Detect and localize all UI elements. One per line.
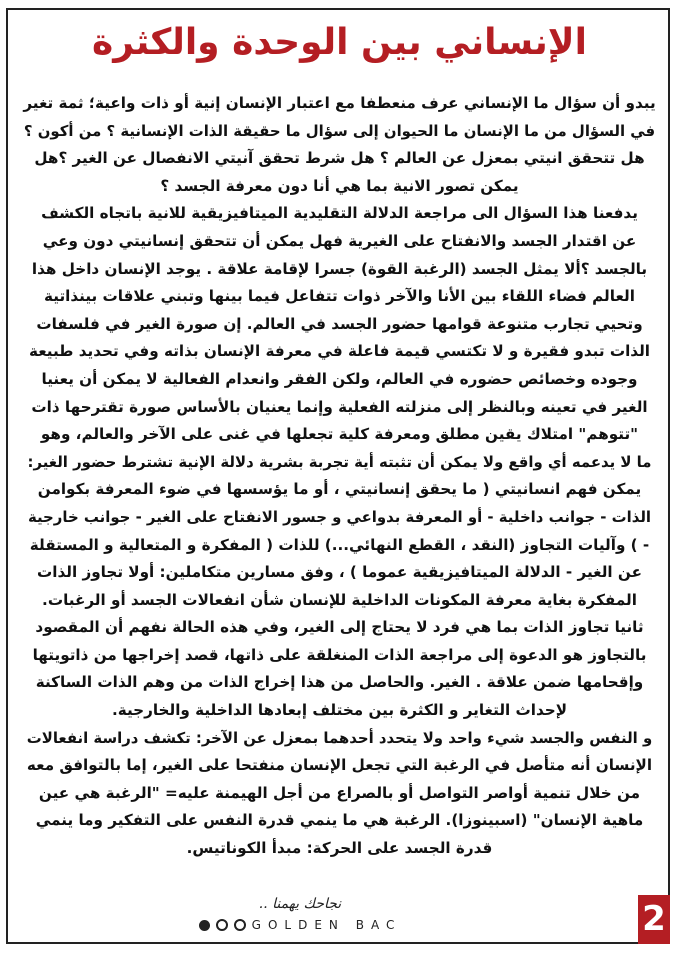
messenger-icon [216, 919, 228, 931]
text-line: الذات تبدو فقيرة و لا تكتسي قيمة فاعلة في معرفة الإنسان بذاته وفي تحديد طبيعة [28, 342, 650, 361]
text-line: - ) وآليات التجاوز (النقد ، القطع النهائي...) للذات ( المفكرة و المتعالية و المستقلة [29, 535, 650, 554]
text-line: وتحيي تجارب متنوعة قوامها حضور الجسد في العالم. إن صورة الغير في فلسفات [36, 314, 643, 333]
page-title: الإنساني بين الوحدة والكثرة [92, 22, 587, 63]
text-line: و النفس والجسد شيء واحد ولا يتحدد أحدهما بمعزل عن الآخر: تكشف دراسة انفعالات [26, 728, 653, 747]
text-line: ما لا يدعمه أي واقع ولا يمكن أن تثبته أية تجربة بشرية دلالة الإنية تشترط حضور الغير: [27, 452, 652, 471]
text-line: "تتوهم" امتلاك يقين مطلق ومعرفة كلية تجعلها في غنى على الآخر والعالم، وهو [40, 425, 639, 444]
text-line: الذات - جوانب داخلية - أو المعرفة بدواعي و جسور الانفتاح على الغير - جوانب خارجية [27, 507, 652, 526]
text-line: عن الغير - الدلالة الميتافيزيقية عموما ) ، وفق مسارين متكاملين: أولا تجاوز الذات [37, 563, 642, 582]
text-line: قدرة الجسد على الحركة: مبدأ الكوناتيس. [186, 839, 493, 858]
page-number: 2 [638, 895, 670, 944]
text-line: وجوده وخصائص حضوره في العالم، ولكن الفقر وانعدام الفعالية لا يمكن أن يعنيا [41, 369, 638, 388]
text-line: عن اقتدار الجسد والانفتاح على الغيرية فهل يمكن أن تتحقق إنسانيتي دون وعي [42, 231, 637, 250]
document-body [22, 90, 657, 863]
facebook-icon [199, 920, 210, 931]
footer [160, 896, 440, 932]
text-line: وإقحامها ضمن علاقة . الغير. والحاصل من هذا إخراج الذات من وهم الذات الساكنة [35, 673, 644, 692]
text-line: بالتجاوز هو الدعوة إلى مراجعة الذات المنغلقة على ذاتها، قصد إخراجها من ذاتويتها [32, 645, 647, 664]
text-line: المفكرة بغاية معرفة المكونات الداخلية للإنسان شأن انفعالات الجسد أو الرغبات. [42, 590, 637, 609]
text-line: يمكن فهم انسانيتي ( ما يحقق إنسانيتي ، أو ما يؤسسها في ضوء المعرفة بكوامن [37, 480, 642, 499]
text-line: يدفعنا هذا السؤال الى مراجعة الدلالة التقليدية الميتافيزيقية للانية باتجاه الكشف [41, 204, 638, 223]
text-line: يبدو أن سؤال ما الإنساني عرف منعطفا مع اعتبار الإنسان إنية أو ذات واعية؛ ثمة تغير [23, 94, 656, 112]
text-line: الإنسان أنه متأصل في الرغبة التي تجعل الإنسان منفتحا على الغير، إما بالتوافق معه [26, 756, 653, 775]
footer-brand [160, 918, 440, 932]
text-line: في السؤال من ما الإنسان ما الحيوان إلى سؤال ما حقيقة الذات الإنسانية ؟ من أكون ؟ [23, 121, 656, 140]
text-line: لإحداث التغاير و الكثرة بين مختلف إبعادها الداخلية والخارجية. [111, 701, 568, 720]
instagram-icon [234, 919, 246, 931]
text-line: ثانيا تجاوز الذات بما هي فرد لا يحتاج إلى الغير، وفي هذه الحالة نفهم أن المقصود [35, 618, 644, 637]
text-line: الغير في تعينه وبالنظر إلى منزلته الفعلية وإنما يعنيان بالأساس صورة تقترحها ذات [31, 397, 648, 416]
text-line: هل تتحقق انيتي بمعزل عن العالم ؟ هل شرط تحقق آنيتي الانفصال عن الغير ؟هل [34, 149, 645, 168]
text-line: ماهية الإنسان" (اسبينوزا). الرغبة هي ما ينمي قدرة النفس على التفكير وما ينمي [35, 811, 644, 830]
text-line: من خلال تنمية أواصر التواصل أو بالصراع من أجل الهيمنة عليه= "الرغبة هي عين [38, 783, 641, 802]
brand-name: GOLDEN BAC [251, 918, 402, 932]
footer-signature: نجاحك يهمنا .. [258, 896, 342, 912]
text-line: بالجسد ؟ألا يمثل الجسد (الرغبة القوة) جسرا لإقامة علاقة . يوجد الإنسان داخل هذا [31, 259, 648, 278]
text-line: العالم فضاء اللقاء بين الأنا والآخر ذوات تتفاعل فيما بينها وتبني علاقات بينذاتية [44, 287, 635, 306]
text-line: يمكن تصور الانية بما هي أنا دون معرفة الجسد ؟ [160, 176, 519, 195]
